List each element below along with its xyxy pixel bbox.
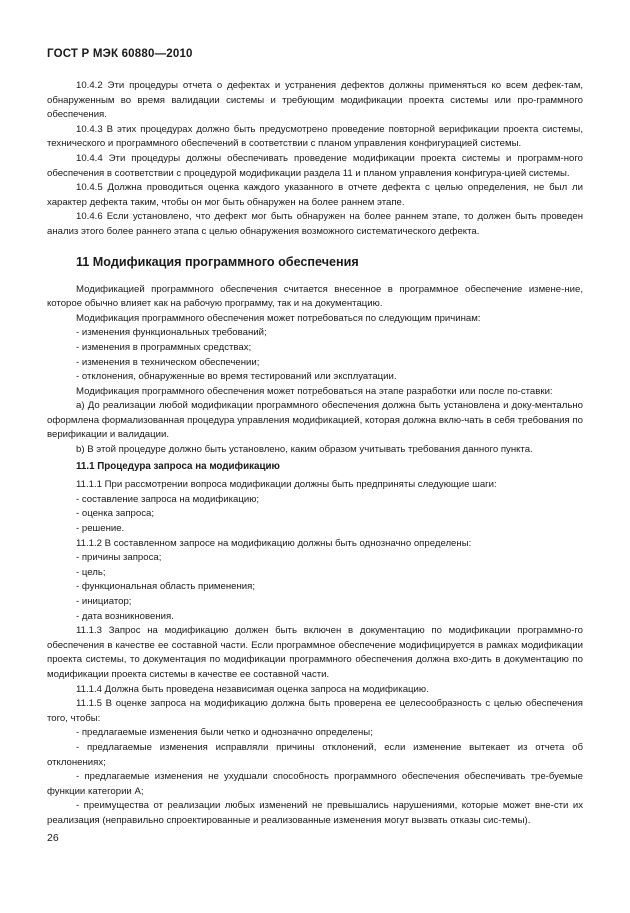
list-item-reason: - изменения функциональных требований; <box>76 327 267 339</box>
paragraph-item-b: b) В этой процедуре должно быть установлено, каким образом учитывать требования данного пункта. <box>76 444 533 456</box>
list-item-field: - цель; <box>76 566 106 578</box>
list-item-reason: - изменения в техническом обеспечении; <box>76 356 260 368</box>
list-item-check: - предлагаемые изменения не ухудшали способность программного обеспечения обеспечивать тре-буемые функции категории А; <box>47 771 583 797</box>
paragraph-11-1-1: 11.1.1 При рассмотрении вопроса модификации должны быть предприняты следующие шаги: <box>76 479 497 491</box>
paragraph-item-a: a) До реализации любой модификации программного обеспечения должна быть установлена и доку-ментально оформлена формализованная процедура управления модификацией, которая должна вклю-чать в себя требования по верификации и валидации. <box>47 400 583 441</box>
paragraph-11-1-2: 11.1.2 В составленном запросе на модификацию должны быть однозначно определены: <box>76 537 472 549</box>
paragraph-definition: Модификацией программного обеспечения считается внесенное в программное обеспечение измене-ние, которое обычно влияет как на рабочую программу, так и на документацию. <box>47 283 583 310</box>
paragraph-11-1-3: 11.1.3 Запрос на модификацию должен быть включен в документацию по модификации программно-го обеспечения в качестве ее составной части. Если программное обеспечение модифицируется в рамках модификации проекта системы, то документация по модификации программного обеспечения должна вхо-дить в документацию по модификации проекта системы в качестве ее составной части. <box>47 625 583 680</box>
paragraph-11-1-5: 11.1.5 В оценке запроса на модификацию должна быть проверена ее целесообразность с целью обеспечения того, чтобы: <box>47 698 583 724</box>
list-item-step: - оценка запроса; <box>76 508 155 520</box>
list-item-field: - дата возникновения. <box>76 610 174 622</box>
list-item-field: - инициатор; <box>76 596 132 607</box>
list-item-step: - решение. <box>76 523 125 535</box>
list-item-check: - предлагаемые изменения были четко и однозначно определены; <box>76 727 373 739</box>
paragraph-10-4-5: 10.4.5 Должна проводиться оценка каждого указанного в отчете дефекта с целью определения, не был ли характер дефекта таким, чтобы он мог быть обнаружен на более раннем этапе. <box>47 182 583 208</box>
page-content <box>47 79 583 829</box>
paragraph-10-4-3: 10.4.3 В этих процедурах должно быть предусмотрено проведение повторной верификации проекта системы, технического и программного обеспечений в соответствии с планом управления конфигурацией системы. <box>47 123 583 150</box>
document-header: ГОСТ Р МЭК 60880—2010 <box>47 48 193 60</box>
list-item-check: - преимущества от реализации любых изменений не превышались нарушениями, которые может вне-сти их реализация (неправильно спроектированные и реализованные изменения могут вызвать отказы сис-темы). <box>47 800 583 826</box>
paragraph-stage: Модификация программного обеспечения может потребоваться на этапе разработки или после по-ставки: <box>76 385 553 397</box>
list-item-field: - причины запроса; <box>76 552 162 564</box>
list-item-reason: - изменения в программных средствах; <box>76 341 252 353</box>
subsection-heading-11-1: 11.1 Процедура запроса на модификацию <box>76 460 280 472</box>
list-item-reason: - отклонения, обнаруженные во время тестирований или эксплуатации. <box>76 371 397 383</box>
page-number: 26 <box>47 832 59 844</box>
paragraph-reasons-intro: Модификация программного обеспечения может потребоваться по следующим причинам: <box>76 312 481 324</box>
section-heading-11: 11 Модификация программного обеспечения <box>76 254 359 269</box>
paragraph-10-4-4: 10.4.4 Эти процедуры должны обеспечивать проведение модификации проекта системы и программ-ного обеспечения в соответствии с процедурой модификации раздела 11 и планом управления конфигура-цией системы. <box>47 152 583 179</box>
paragraph-10-4-2: 10.4.2 Эти процедуры отчета о дефектах и устранения дефектов должны применяться ко всем дефек-там, обнаруженным во время валидации системы и требующим модификации проекта системы или про-граммного обеспечения. <box>47 80 583 121</box>
paragraph-11-1-4: 11.1.4 Должна быть проведена независимая оценка запроса на модификацию. <box>76 683 429 695</box>
paragraph-10-4-6: 10.4.6 Если установлено, что дефект мог быть обнаружен на более раннем этапе, то должен быть проведен анализ этого более раннего этапа с целью обнаружения возможного систематического дефекта. <box>47 211 583 237</box>
list-item-field: - функциональная область применения; <box>76 581 256 593</box>
list-item-check: - предлагаемые изменения исправляли причины отклонений, если изменение вытекает из отчета об отклонениях; <box>47 741 583 768</box>
list-item-step: - составление запроса на модификацию; <box>76 493 260 505</box>
